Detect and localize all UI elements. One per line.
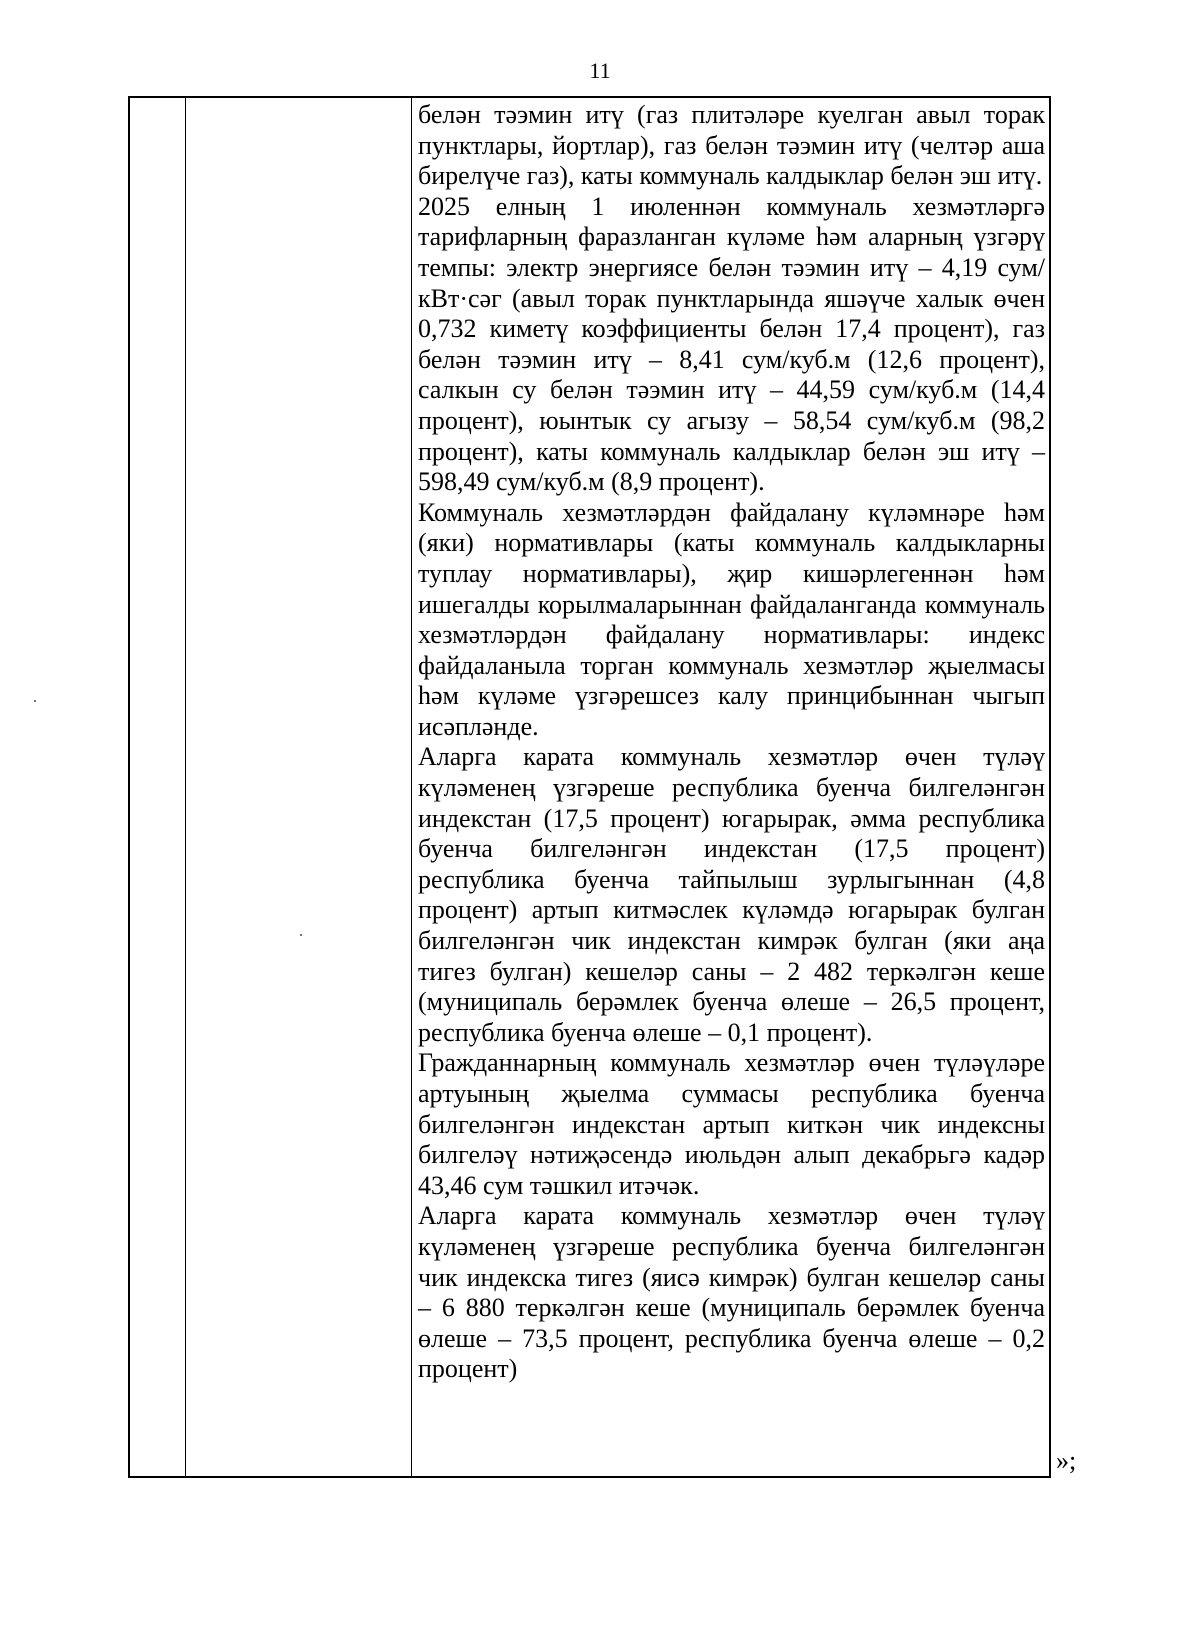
table-column-divider [411,98,412,1476]
table-text-cell [418,100,1045,1474]
closing-quote-mark: »; [1056,1446,1077,1475]
paragraph-tariff-forecast: 2025 елның 1 июленнән коммуналь хезмәтләргә тарифларның фаразланган күләме һәм аларның үзгәрү темпы: электр энергиясе белән тәэмин итү – 4,19 сум/кВт·сәг (авыл торак пунктларында яшәүче халык өчен 0,732 киметү коэффициенты белән 17,4 процент), газ белән тәэмин итү – 8,41 сум/куб.м (12,6 процент), салкын су белән тәэмин итү – 44,59 сум/куб.м (14,4 процент), юынтык су агызу – 58,54 сум/куб.м (98,2 процент), каты коммуналь калдыклар белән эш итү – 598,49 сум/куб.м (8,9 процент). [418,191,1045,497]
paragraph-people-at-or-below-index: Аларга карата коммуналь хезмәтләр өчен түләү күләменең үзгәреше республика буенча билгеләнгән чик индекска тигез (яисә кимрәк) булган кешеләр саны – 6 880 теркәлгән кеше (муниципаль берәмлек буенча өлеше – 73,5 процент, республика буенча өлеше – 0,2 процент) [418,1201,1045,1384]
paragraph-total-payment-increase: Гражданнарның коммуналь хезмәтләр өчен түләүләре артуының җыелма суммасы республика буенча билгеләнгән индекстан артып киткән чик индексны билгеләү нәтиҗәсендә июльдән алып декабрьгә кадәр 43,46 сум тәшкил итәчәк. [418,1048,1045,1200]
page-number: 11 [589,58,611,83]
paragraph-people-above-index: Аларга карата коммуналь хезмәтләр өчен түләү күләменең үзгәреше республика буенча билгеләнгән индекстан (17,5 процент) югарырак, әмма республика буенча билгеләнгән индекстан (17,5 процент) республика буенча тайпылыш зурлыгыннан (4,8 процент) артып китмәслек күләмдә югарырак булган билгеләнгән чик индекстан кимрәк булган (яки аңа тигез булган) кешеләр саны – 2 482 теркәлгән кеше (муниципаль берәмлек буенча өлеше – 26,5 процент, республика буенча өлеше – 0,1 процент). [418,742,1045,1047]
scan-speck [300,934,302,936]
document-table [128,96,1051,1478]
scan-speck [34,700,36,702]
paragraph-consumption-norms: Коммуналь хезмәтләрдән файдалану күләмнәре һәм (яки) нормативлары (каты коммуналь калдыкларны туплау нормативлары), җир кишәрлегеннән һәм ишегалды корылмаларыннан файдаланганда коммуналь хезмәтләрдән файдалану нормативлары: индекс файдаланыла торган коммуналь хезмәтләр җыелмасы һәм күләме үзгәрешсез калу принцибыннан чыгып исәпләнде. [418,497,1045,741]
paragraph-service-list: белән тәэмин итү (газ плитәләре куелган авыл торак пунктлары, йортлар), газ белән тәэмин итү (челтәр аша бирелүче газ), каты коммуналь калдыклар белән эш итү. [418,100,1045,191]
table-column-divider [185,98,186,1476]
